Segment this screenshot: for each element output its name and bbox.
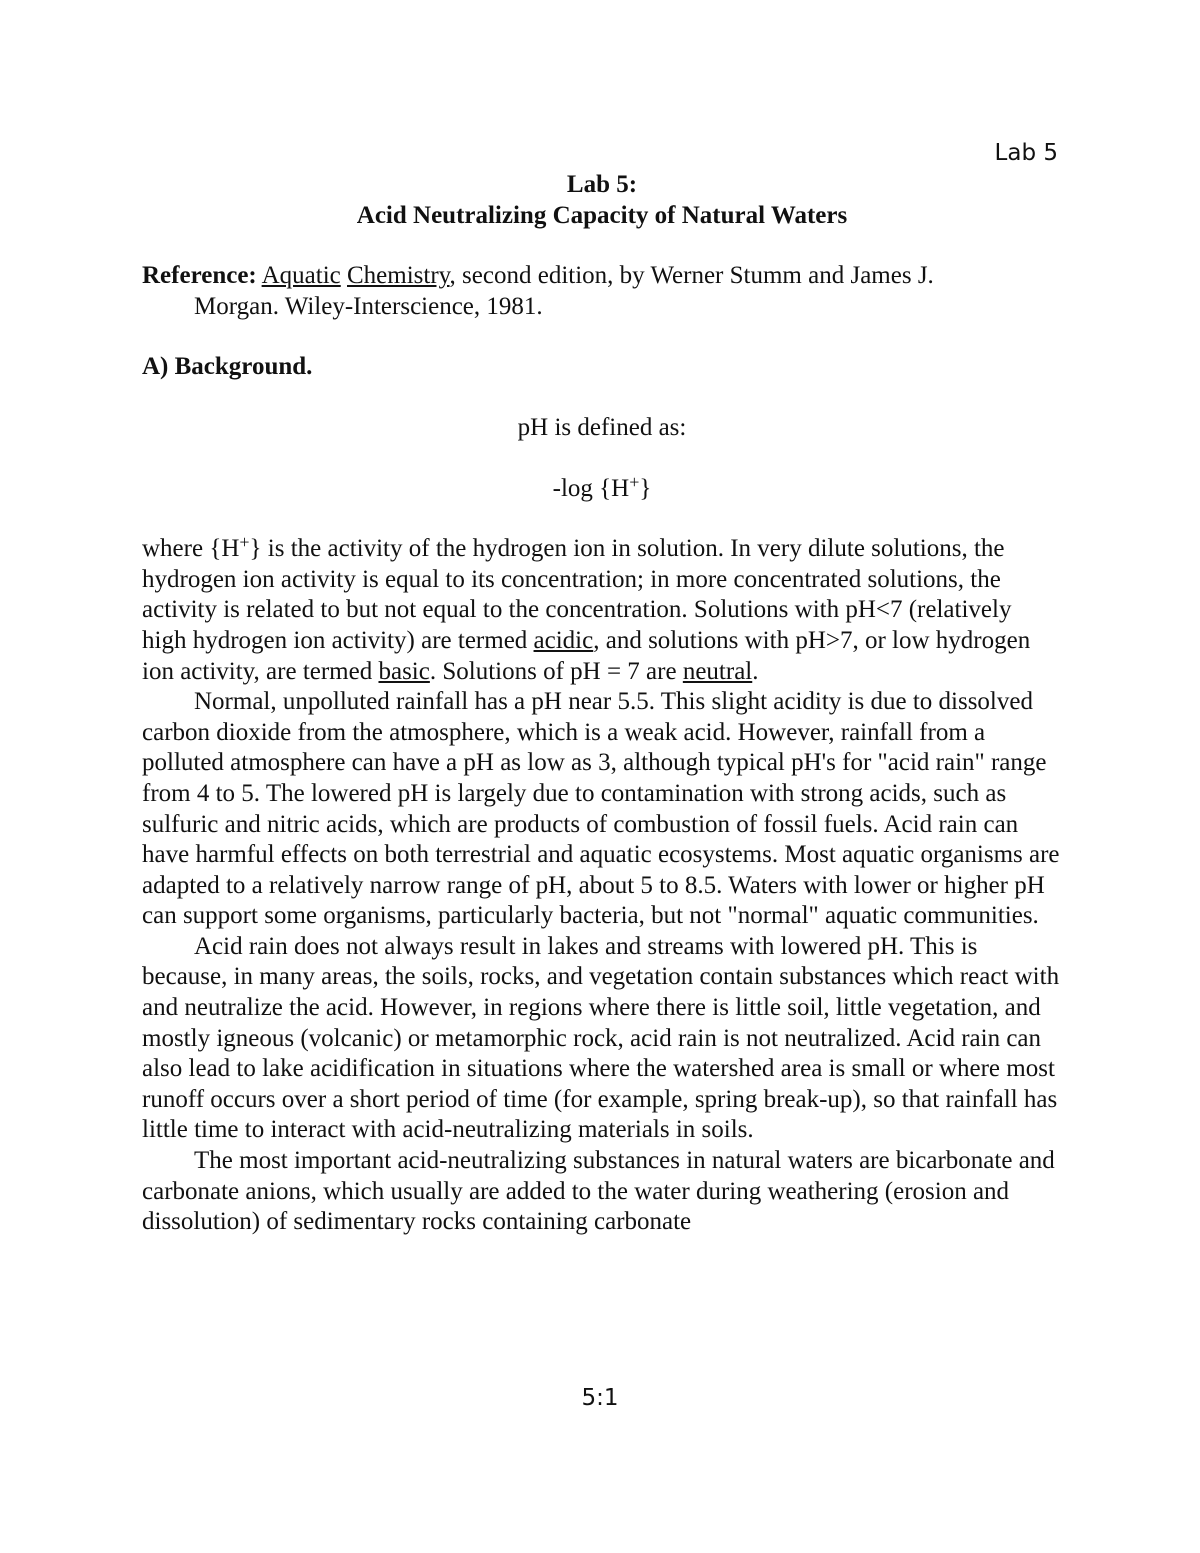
para1-text-2: } is the activity of the hydrogen ion in solution. In very dilute solutions, the hydrogen ion activity is equal to its concentration; in more concentrated solutions, the activity is related to but not equal to the concentration. Solutions with pH<7 (relatively high hydrogen ion activity) are termed xyxy=(142,535,1012,654)
formula-superscript: + xyxy=(629,471,640,492)
ph-formula xyxy=(142,471,1062,505)
term-basic: basic xyxy=(378,657,430,685)
para1-text-3: , and solutions with pH>7, or low hydrogen ion activity, are termed xyxy=(142,626,1031,685)
formula-part-1: -log {H xyxy=(552,474,630,502)
reference-label: Reference: xyxy=(142,262,257,290)
reference-book-title-2: Chemistry xyxy=(347,262,450,290)
para1-text-4: . Solutions of pH = 7 are xyxy=(429,657,683,685)
para1-text-1: where {H xyxy=(142,535,240,563)
paragraph-acid-rain: Acid rain does not always result in lakes and streams with lowered pH. This is because, in many areas, the soils, rocks, and vegetation contain substances which react with and neutralize the acid. However, in regions where there is little soil, little vegetation, and mostly igneous (volcanic) or metamorphic rock, acid rain is not neutralized. Acid rain can also lead to lake acidification in situations where the watershed area is small or where most runoff occurs over a short period of time (for example, spring break-up), so that rainfall has little time to interact with acid-neutralizing materials in soils. xyxy=(142,932,1060,1144)
paragraph-rainfall: Normal, unpolluted rainfall has a pH near 5.5. This slight acidity is due to dissolved carbon dioxide from the atmosphere, which is a weak acid. However, rainfall from a polluted atmosphere can have a pH as low as 3, although typical pH's for "acid rain" range from 4 to 5. The lowered pH is largely due to contamination with strong acids, such as sulfuric and nitric acids, which are products of combustion of fossil fuels. Acid rain can have harmful effects on both terrestrial and aquatic ecosystems. Most aquatic organisms are adapted to a relatively narrow range of pH, about 5 to 8.5. Waters with lower or higher pH can support some organisms, particularly bacteria, but not "normal" aquatic communities. xyxy=(142,688,1060,930)
ph-definition-text: pH is defined as: xyxy=(517,413,687,441)
term-neutral: neutral xyxy=(682,657,753,685)
reference-citation xyxy=(142,261,1062,322)
reference-details: , second edition, by Werner Stumm and James J. xyxy=(449,262,934,290)
paragraph-ph-activity xyxy=(142,534,1062,687)
formula-part-2: } xyxy=(639,474,652,502)
section-heading-background: A) Background. xyxy=(142,353,313,381)
lab-number-title: Lab 5: xyxy=(566,171,638,198)
paragraph-neutralizing-substances: The most important acid-neutralizing substances in natural waters are bicarbonate and carbonate anions, which usually are added to the water during weathering (erosion and dissolution) of sedimentary rocks containing carbonate xyxy=(142,1147,1055,1236)
para1-superscript: + xyxy=(239,532,250,553)
lab-main-title: Acid Neutralizing Capacity of Natural Waters xyxy=(356,201,848,229)
page-number: 5:1 xyxy=(581,1385,619,1411)
reference-book-title-1: Aquatic xyxy=(261,262,341,290)
reference-line-1 xyxy=(142,261,1062,292)
document-body xyxy=(142,168,1062,1238)
para1-text-5: . xyxy=(752,657,759,685)
reference-line-2: Morgan. Wiley-Interscience, 1981. xyxy=(194,292,543,320)
term-acidic: acidic xyxy=(533,626,594,654)
running-header: Lab 5 xyxy=(994,140,1058,166)
